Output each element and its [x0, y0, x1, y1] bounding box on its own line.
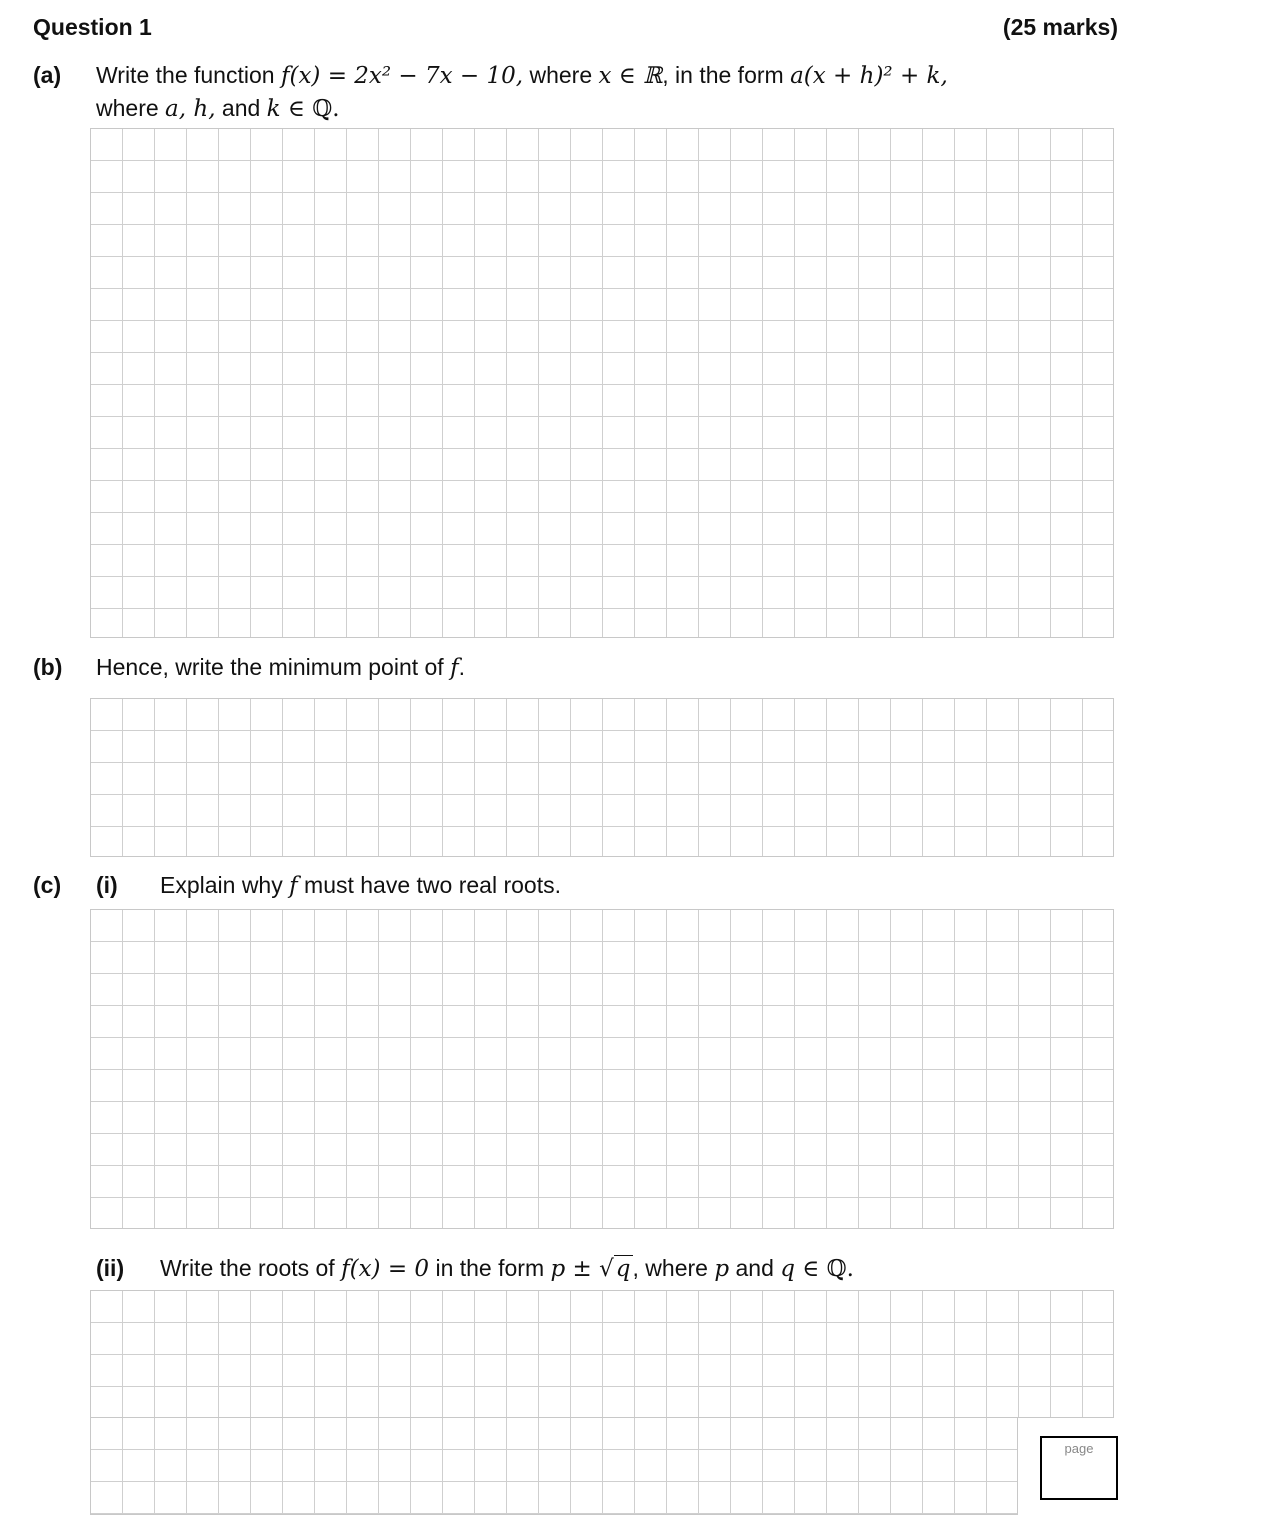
- part-c-ii-label: (ii): [96, 1255, 125, 1281]
- part-a-question-line2: [96, 95, 340, 122]
- part-b-question: [96, 654, 465, 681]
- part-c-ii-text-2: in the form: [429, 1255, 551, 1281]
- part-c-label: (c): [33, 872, 62, 898]
- part-c-i-question: [160, 872, 561, 899]
- part-c-ii-p2: p: [714, 1256, 730, 1282]
- answer-grid-c-ii-lower[interactable]: [90, 1417, 1018, 1515]
- part-c-ii-text-1: Write the roots of: [160, 1255, 342, 1281]
- part-a-k: k: [266, 96, 281, 122]
- part-a-question-line1: [96, 62, 948, 89]
- part-b-end: .: [458, 654, 465, 680]
- page-label: page: [1064, 1441, 1094, 1456]
- part-a-label: (a): [33, 62, 62, 88]
- part-a-intro: Write the function: [96, 62, 281, 88]
- part-c-ii-in-set: ∈ ℚ.: [794, 1256, 854, 1282]
- part-b-text: Hence, write the minimum point of: [96, 654, 451, 680]
- part-c-ii-and: and: [729, 1255, 781, 1281]
- part-c-ii-q: q: [615, 1256, 631, 1282]
- part-a-where: where: [523, 62, 599, 88]
- part-c-ii-q2: q: [780, 1256, 795, 1282]
- part-c-ii-question: [160, 1255, 854, 1282]
- part-a-form: a(x + h)² + k,: [790, 63, 948, 89]
- part-a-in-set: ∈ ℚ.: [280, 96, 340, 122]
- part-a-and: and: [215, 95, 267, 121]
- part-c-i-text-1: Explain why: [160, 872, 290, 898]
- part-a-form-intro: , in the form: [662, 62, 791, 88]
- part-a-function: f(x) = 2x² − 7x − 10,: [280, 63, 524, 89]
- answer-grid-c-i[interactable]: [90, 909, 1114, 1229]
- part-c-i-label: (i): [96, 872, 118, 898]
- answer-grid-c-ii-upper[interactable]: [90, 1290, 1114, 1418]
- part-c-i-func: f: [289, 873, 298, 899]
- question-marks: (25 marks): [1002, 14, 1118, 40]
- answer-grid-a[interactable]: [90, 128, 1114, 638]
- answer-grid-b[interactable]: [90, 698, 1114, 857]
- part-c-ii-p: p: [550, 1256, 566, 1282]
- part-a-where-2: where: [96, 95, 166, 121]
- part-b-func: f: [450, 655, 459, 681]
- part-b-label: (b): [33, 654, 63, 680]
- part-c-ii-equation: f(x) = 0: [341, 1256, 430, 1282]
- question-title: Question 1: [33, 14, 152, 40]
- page-number-box: [1040, 1436, 1118, 1500]
- part-c-i-text-2: must have two real roots.: [297, 872, 561, 898]
- part-c-ii-text-3: , where: [632, 1255, 715, 1281]
- square-root-symbol: √q: [599, 1256, 631, 1282]
- part-a-vars: a, h,: [165, 96, 216, 122]
- part-a-domain: x ∈ ℝ: [598, 63, 663, 89]
- part-c-ii-plus-minus: ±: [565, 1256, 600, 1282]
